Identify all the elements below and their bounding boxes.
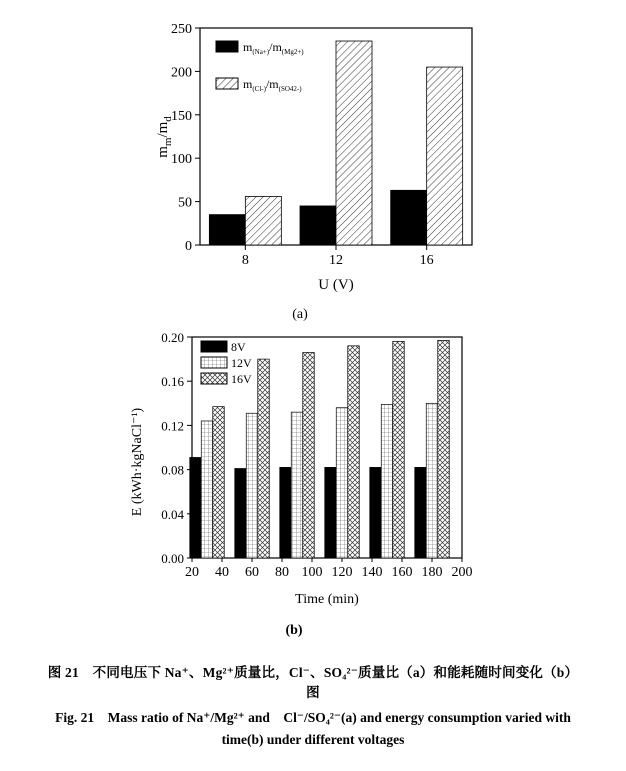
- bar-12v-group-1: [201, 421, 213, 558]
- panel-a-y-axis: [171, 22, 200, 254]
- figure-caption-chinese: [0, 663, 626, 703]
- bar-na-mg-12: [300, 206, 336, 245]
- panel-a-y-label-sub1: m: [162, 137, 174, 147]
- x-tick-label: 12: [329, 253, 343, 268]
- panel-a-legend: [216, 40, 304, 93]
- y-tick-label: 0.16: [161, 374, 184, 390]
- panel-b-x-label: Time (min): [295, 592, 359, 607]
- bar-cl-so4-12: [336, 41, 372, 245]
- panel-b-label: (b): [285, 623, 303, 638]
- x-tick-label: 200: [451, 565, 473, 580]
- y-tick-label: 150: [171, 108, 192, 124]
- y-tick-label: 250: [171, 22, 192, 37]
- legend-label-na-mg: $m_{(Na+)}/m_{(Mg2+)}$: [243, 40, 304, 56]
- x-tick-label: 120: [331, 565, 353, 580]
- x-tick-label: 80: [275, 565, 289, 580]
- bar-8v-group-3: [280, 467, 292, 558]
- x-tick-label: 180: [421, 565, 443, 580]
- bar-8v-group-5: [370, 467, 382, 558]
- x-tick-label: 100: [301, 565, 323, 580]
- bar-16v-group-3: [303, 352, 315, 558]
- panel-a-y-label-sub2: d: [162, 116, 174, 122]
- legend-label-12v: 12V: [231, 356, 252, 370]
- bar-16v-group-4: [348, 346, 360, 558]
- y-tick-label: 0.08: [161, 462, 184, 478]
- y-tick-label: 100: [171, 152, 192, 168]
- bar-cl-so4-16: [427, 67, 463, 245]
- caption-zh-line-2: 图: [306, 685, 320, 700]
- panel-b-y-axis: [161, 330, 192, 566]
- y-tick-label: 0.04: [161, 506, 184, 522]
- caption-zh-line-1: 图 21 不同电压下 Na⁺、Mg²⁺质量比，Cl⁻、SO₄²⁻质量比（a）和能耗随时间变化（b）: [47, 665, 579, 680]
- y-tick-label: 0.20: [161, 330, 184, 345]
- panel-a-y-label-main: m: [155, 146, 171, 158]
- caption-en-line-2: time(b) under different voltages: [221, 732, 405, 747]
- panel-b-legend: [201, 340, 252, 386]
- bar-16v-group-2: [258, 359, 270, 558]
- bar-12v-group-3: [291, 412, 303, 558]
- bar-8v-group-6: [415, 467, 427, 558]
- bar-8v-group-4: [325, 467, 337, 558]
- bar-16v-group-1: [213, 407, 225, 558]
- bar-cl-so4-8: [245, 196, 281, 245]
- x-tick-label: 40: [215, 565, 229, 580]
- x-tick-label: 140: [361, 565, 383, 580]
- x-tick-label: 20: [185, 565, 199, 580]
- figure-caption-english: [0, 707, 626, 751]
- bar-12v-group-6: [426, 403, 438, 558]
- legend-label-cl-so4: $m_{(Cl-)}/m_{(SO42-)}$: [243, 77, 302, 93]
- bar-16v-group-6: [438, 340, 450, 558]
- bar-na-mg-16: [391, 190, 427, 245]
- legend-swatch-16v: [201, 373, 227, 384]
- x-tick-label: 16: [419, 253, 434, 268]
- legend-swatch-12v: [201, 357, 227, 368]
- bar-16v-group-5: [393, 341, 405, 558]
- bar-8v-group-1: [190, 457, 202, 558]
- legend-label-16v: 16V: [231, 372, 252, 386]
- legend-swatch-8v: [201, 341, 227, 352]
- legend-swatch-na-mg: [216, 41, 238, 52]
- bar-8v-group-2: [235, 468, 247, 558]
- legend-label-8v: 8V: [231, 340, 246, 354]
- y-tick-label: 0.12: [161, 418, 184, 434]
- panel-a-bars: [209, 41, 462, 245]
- bar-na-mg-8: [209, 215, 245, 245]
- y-tick-label: 200: [171, 65, 192, 81]
- legend-swatch-cl-so4: [216, 78, 238, 89]
- bar-12v-group-2: [246, 413, 258, 558]
- panel-b-x-axis: [185, 558, 473, 580]
- panel-a-x-label: U (V): [318, 277, 354, 293]
- panel-a-y-label-sep: /m: [155, 121, 171, 138]
- bar-12v-group-5: [381, 404, 393, 558]
- panel-a-x-axis: [242, 245, 434, 268]
- panel-a-label: (a): [292, 307, 308, 322]
- bar-12v-group-4: [336, 408, 348, 558]
- panel-a: [155, 22, 472, 322]
- y-tick-label: 0: [185, 239, 192, 254]
- x-tick-label: 8: [241, 253, 249, 268]
- panel-b-bars: [190, 340, 450, 558]
- y-tick-label: 50: [178, 195, 192, 211]
- panel-b-y-label: E (kWh·kgNaCl⁻¹): [130, 407, 145, 517]
- x-tick-label: 160: [391, 565, 413, 580]
- panel-b: [130, 330, 473, 638]
- caption-en-line-1: Fig. 21 Mass ratio of Na⁺/Mg²⁺ and Cl⁻/SO₄²⁻(a) and energy consumption varied with: [55, 710, 571, 725]
- y-tick-label: 0.00: [161, 551, 184, 566]
- x-tick-label: 60: [245, 565, 259, 580]
